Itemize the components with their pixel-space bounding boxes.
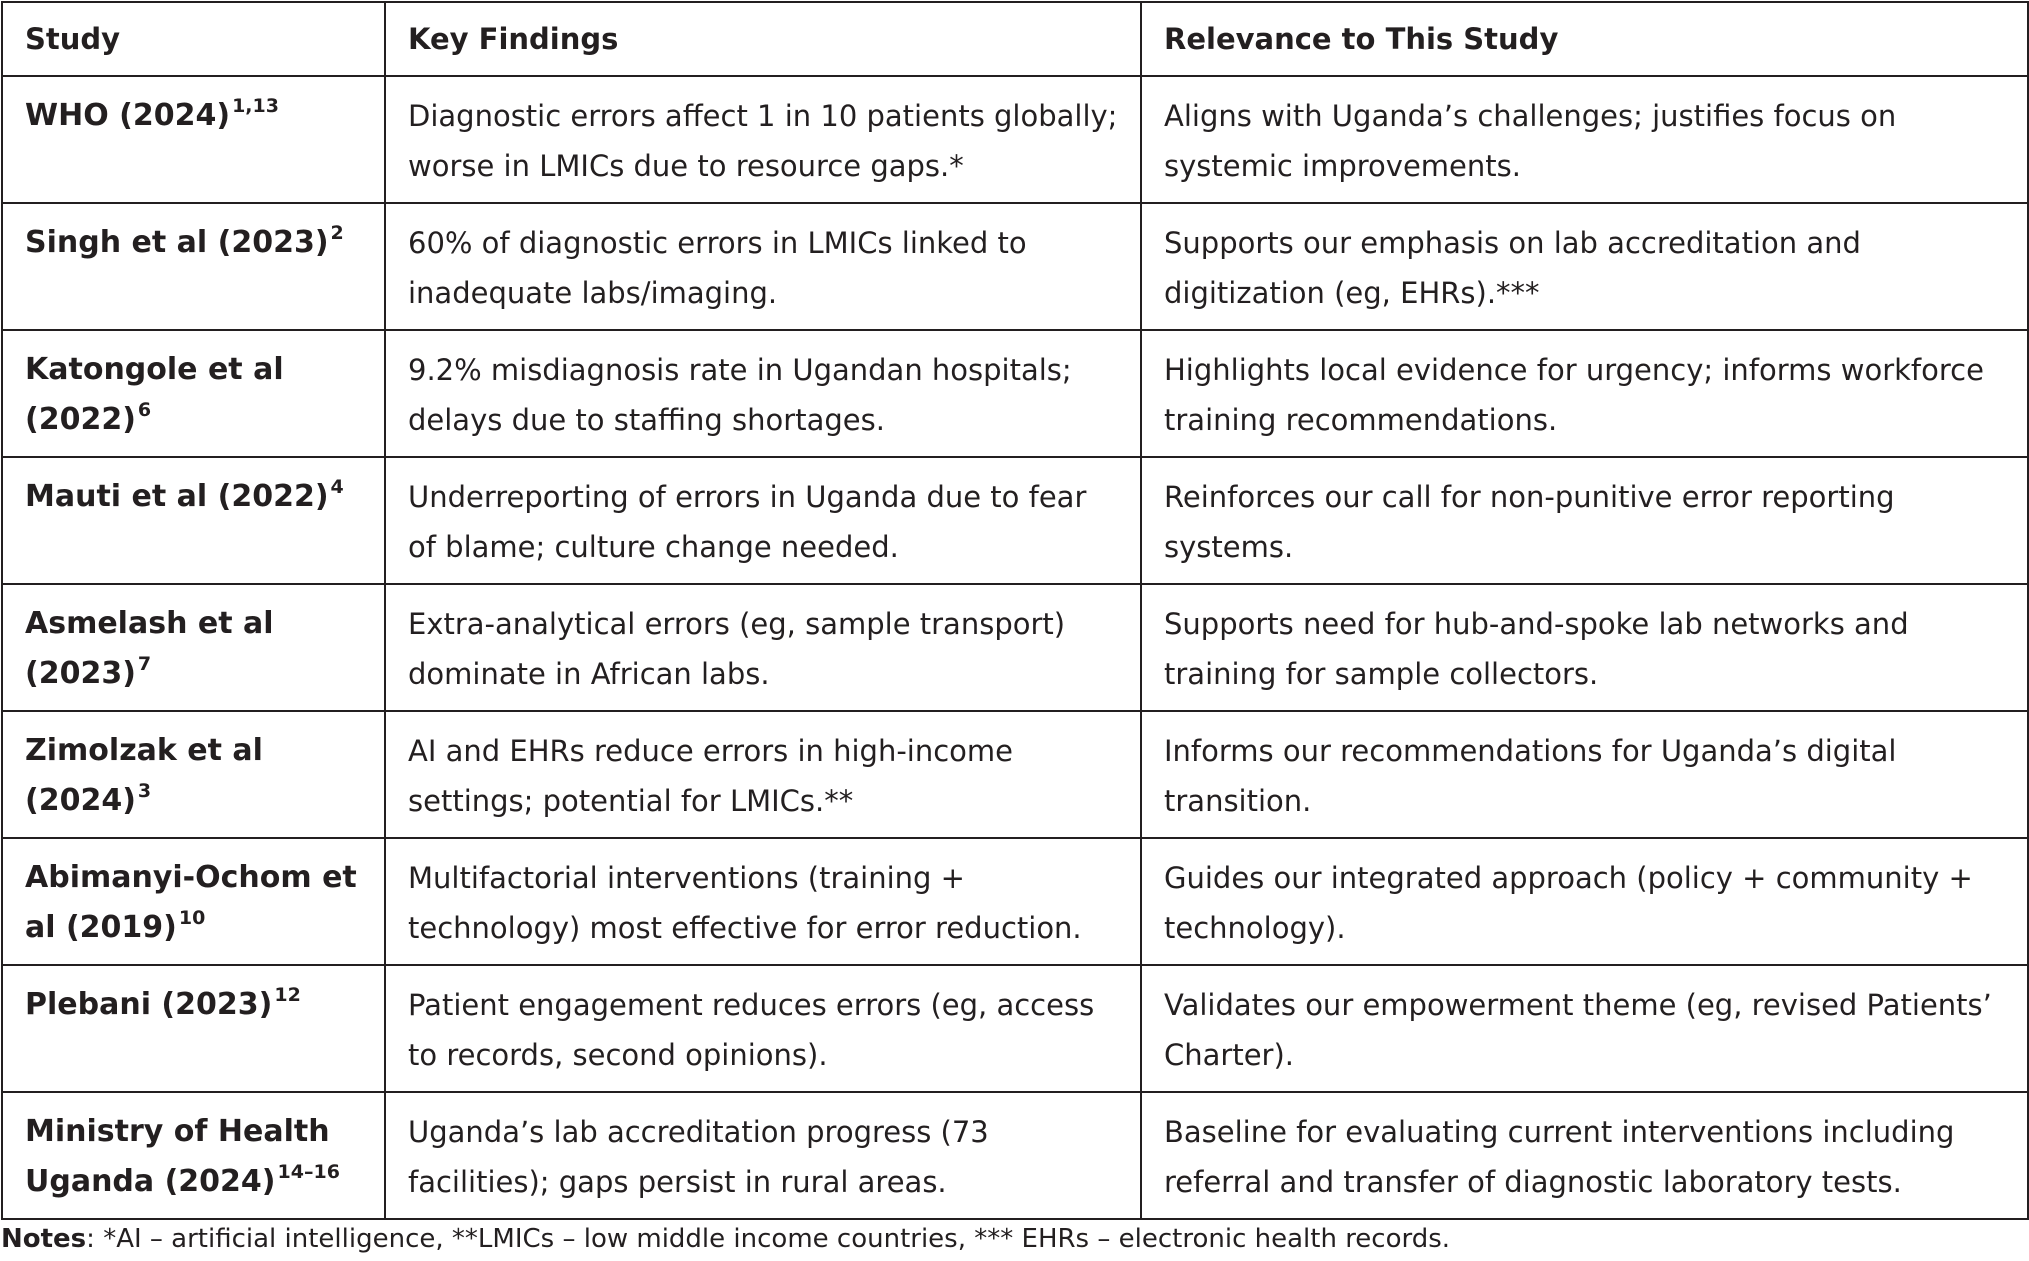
table-row — [2, 965, 2028, 1092]
table-notes — [1, 1221, 1450, 1257]
study-name: Zimolzak et al (2024) — [25, 733, 263, 818]
study-name: Plebani (2023) — [25, 987, 273, 1022]
reference-superscript: 1,13 — [232, 95, 279, 117]
relevance-cell: Guides our integrated approach (policy + community + technology). — [1141, 838, 2028, 965]
study-name: WHO (2024) — [25, 98, 231, 133]
study-cell — [2, 76, 385, 203]
relevance-cell: Validates our empowerment theme (eg, revised Patients’ Charter). — [1141, 965, 2028, 1092]
reference-superscript: 6 — [137, 399, 152, 421]
reference-superscript: 12 — [274, 984, 301, 1006]
study-name: Abimanyi-Ochom et al (2019) — [25, 860, 357, 945]
table-header-row — [2, 2, 2028, 76]
findings-cell: 60% of diagnostic errors in LMICs linked to inadequate labs/imaging. — [385, 203, 1141, 330]
table-row — [2, 584, 2028, 711]
table-row — [2, 457, 2028, 584]
study-name: Mauti et al (2022) — [25, 479, 329, 514]
relevance-cell: Highlights local evidence for urgency; informs workforce training recommendations. — [1141, 330, 2028, 457]
table-row — [2, 76, 2028, 203]
header-key-findings: Key Findings — [385, 2, 1141, 76]
reference-superscript: 14–16 — [277, 1161, 340, 1183]
header-study: Study — [2, 2, 385, 76]
reference-superscript: 7 — [137, 653, 152, 675]
reference-superscript: 10 — [178, 907, 206, 929]
study-name: Asmelash et al (2023) — [25, 606, 274, 691]
header-relevance: Relevance to This Study — [1141, 2, 2028, 76]
table-row — [2, 1092, 2028, 1219]
relevance-cell: Reinforces our call for non-punitive error reporting systems. — [1141, 457, 2028, 584]
study-name: Ministry of Health Uganda (2024) — [25, 1114, 330, 1199]
relevance-cell: Aligns with Uganda’s challenges; justifies focus on systemic improvements. — [1141, 76, 2028, 203]
relevance-cell: Baseline for evaluating current interventions including referral and transfer of diagnostic laboratory tests. — [1141, 1092, 2028, 1219]
study-cell — [2, 1092, 385, 1219]
study-cell — [2, 965, 385, 1092]
findings-cell: 9.2% misdiagnosis rate in Ugandan hospitals; delays due to staffing shortages. — [385, 330, 1141, 457]
study-cell — [2, 330, 385, 457]
study-cell — [2, 838, 385, 965]
findings-cell: AI and EHRs reduce errors in high-income settings; potential for LMICs.** — [385, 711, 1141, 838]
findings-cell: Diagnostic errors affect 1 in 10 patients globally; worse in LMICs due to resource gaps.* — [385, 76, 1141, 203]
relevance-cell: Supports our emphasis on lab accreditation and digitization (eg, EHRs).*** — [1141, 203, 2028, 330]
study-cell — [2, 711, 385, 838]
findings-cell: Extra-analytical errors (eg, sample transport) dominate in African labs. — [385, 584, 1141, 711]
relevance-cell: Informs our recommendations for Uganda’s digital transition. — [1141, 711, 2028, 838]
reference-superscript: 3 — [137, 780, 152, 802]
study-cell — [2, 584, 385, 711]
reference-superscript: 2 — [330, 222, 344, 244]
reference-superscript: 4 — [330, 476, 344, 498]
study-cell — [2, 203, 385, 330]
findings-cell: Patient engagement reduces errors (eg, access to records, second opinions). — [385, 965, 1141, 1092]
literature-table — [1, 1, 2029, 1220]
findings-cell: Underreporting of errors in Uganda due to fear of blame; culture change needed. — [385, 457, 1141, 584]
table-row — [2, 711, 2028, 838]
study-name: Katongole et al (2022) — [25, 352, 284, 437]
table-row — [2, 838, 2028, 965]
table-row — [2, 203, 2028, 330]
study-name: Singh et al (2023) — [25, 225, 329, 260]
findings-cell: Uganda’s lab accreditation progress (73 facilities); gaps persist in rural areas. — [385, 1092, 1141, 1219]
study-cell — [2, 457, 385, 584]
relevance-cell: Supports need for hub-and-spoke lab networks and training for sample collectors. — [1141, 584, 2028, 711]
notes-text: : *AI – artificial intelligence, **LMICs – low middle income countries, *** EHRs – electronic health records. — [86, 1224, 1451, 1254]
table-row — [2, 330, 2028, 457]
notes-label: Notes — [1, 1224, 87, 1254]
findings-cell: Multifactorial interventions (training + technology) most effective for error reduction. — [385, 838, 1141, 965]
